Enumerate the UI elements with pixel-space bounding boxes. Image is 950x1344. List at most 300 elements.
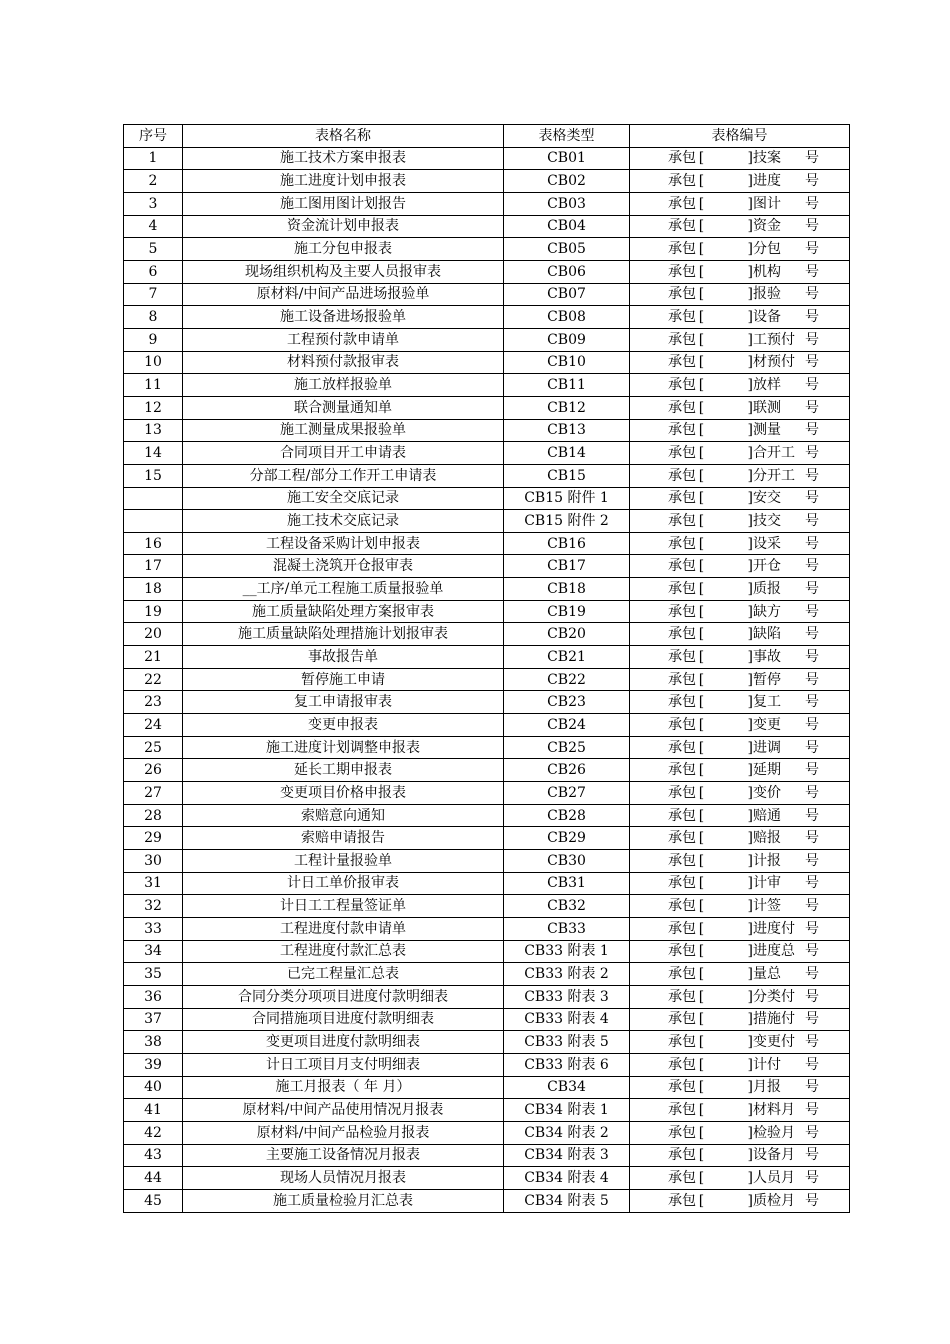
row-type: CB33 附表 1: [504, 940, 630, 963]
row-name: 材料预付款报审表: [183, 351, 504, 374]
form-code: [630, 692, 849, 712]
form-code-abbr: 检验月: [753, 1124, 795, 1141]
row-code: [630, 1099, 850, 1122]
table-row: [124, 396, 850, 419]
row-code: [630, 170, 850, 193]
form-code-abbr: 资金: [753, 218, 781, 235]
table-row: [124, 170, 850, 193]
form-code-bracket-open: [: [698, 241, 705, 258]
row-seq: 19: [124, 600, 183, 623]
row-code: [630, 215, 850, 238]
form-code: [630, 398, 849, 418]
form-code-abbr: 技交: [753, 512, 781, 529]
form-code-bracket-close: ]: [747, 1056, 753, 1073]
row-type: CB11: [504, 374, 630, 397]
form-code-suffix: 号: [805, 807, 819, 824]
table-row: [124, 668, 850, 691]
form-code-suffix: 号: [805, 898, 819, 915]
form-code: [630, 1100, 849, 1120]
form-code-prefix: 承包: [668, 920, 696, 937]
form-code-bracket-close: ]: [747, 580, 753, 597]
form-code-body: [668, 1055, 805, 1075]
form-code-prefix: 承包: [668, 943, 696, 960]
row-name: 合同项目开工申请表: [183, 442, 504, 465]
form-code-bracket-close: ]: [747, 603, 753, 620]
row-code: [630, 714, 850, 737]
form-code: [630, 760, 849, 780]
form-code-suffix: 号: [805, 694, 819, 711]
row-type: CB15 附件 2: [504, 510, 630, 533]
row-type: CB18: [504, 578, 630, 601]
form-code-prefix: 承包: [668, 331, 696, 348]
row-code: [630, 646, 850, 669]
form-code-bracket-open: [: [698, 263, 705, 280]
form-code-suffix: 号: [805, 173, 819, 190]
form-code-bracket-open: [: [698, 309, 705, 326]
row-type: CB09: [504, 328, 630, 351]
form-code: [630, 987, 849, 1007]
form-code: [630, 873, 849, 893]
row-seq: 15: [124, 464, 183, 487]
form-code-abbr: 暂停: [753, 671, 781, 688]
form-code-bracket-close: ]: [747, 218, 753, 235]
row-seq: 41: [124, 1099, 183, 1122]
table-row: [124, 736, 850, 759]
row-seq: 16: [124, 532, 183, 555]
form-code-abbr: 月报: [753, 1079, 781, 1096]
form-code-body: [668, 1077, 805, 1097]
form-code: [630, 1123, 849, 1143]
form-code-suffix: 号: [805, 1147, 819, 1164]
form-code-prefix: 承包: [668, 399, 696, 416]
form-code: [630, 1077, 849, 1097]
form-code-suffix: 号: [805, 603, 819, 620]
row-name: 原材料/中间产品检验月报表: [183, 1121, 504, 1144]
form-code-bracket-open: [: [698, 762, 705, 779]
row-seq: 42: [124, 1121, 183, 1144]
form-code-prefix: 承包: [668, 1124, 696, 1141]
row-type: CB01: [504, 147, 630, 170]
forms-table: [123, 124, 850, 1213]
table-row: [124, 328, 850, 351]
form-code: [630, 964, 849, 984]
form-code-bracket-open: [: [698, 354, 705, 371]
form-code-suffix: 号: [805, 263, 819, 280]
table-row: [124, 804, 850, 827]
form-code-bracket-close: ]: [747, 173, 753, 190]
table-row: [124, 306, 850, 329]
row-type: CB08: [504, 306, 630, 329]
table-row: [124, 283, 850, 306]
table-row: [124, 260, 850, 283]
form-code-suffix: 号: [805, 377, 819, 394]
row-type: CB07: [504, 283, 630, 306]
table-row: [124, 1053, 850, 1076]
form-code-bracket-open: [: [698, 966, 705, 983]
form-code-bracket-open: [: [698, 1011, 705, 1028]
table-row: [124, 623, 850, 646]
row-type: CB34 附表 4: [504, 1167, 630, 1190]
row-name: 索赔申请报告: [183, 827, 504, 850]
table-row: [124, 782, 850, 805]
form-code-bracket-close: ]: [747, 263, 753, 280]
form-code-body: [668, 511, 805, 531]
form-code-abbr: 材预付: [753, 354, 795, 371]
form-code-prefix: 承包: [668, 1102, 696, 1119]
form-code-prefix: 承包: [668, 445, 696, 462]
form-code-suffix: 号: [805, 535, 819, 552]
form-code-abbr: 进度付: [753, 920, 795, 937]
form-code-body: [668, 216, 805, 236]
form-code-suffix: 号: [805, 1102, 819, 1119]
form-code-prefix: 承包: [668, 830, 696, 847]
row-seq: 34: [124, 940, 183, 963]
row-type: CB10: [504, 351, 630, 374]
table-row: [124, 827, 850, 850]
form-code-bracket-close: ]: [747, 1034, 753, 1051]
form-code-abbr: 措施付: [753, 1011, 795, 1028]
row-code: [630, 985, 850, 1008]
form-code-bracket-close: ]: [747, 331, 753, 348]
form-code: [630, 466, 849, 486]
form-code-body: [668, 239, 805, 259]
row-seq: 36: [124, 985, 183, 1008]
form-code: [630, 828, 849, 848]
form-code-abbr: 设采: [753, 535, 781, 552]
form-code-prefix: 承包: [668, 739, 696, 756]
row-type: CB29: [504, 827, 630, 850]
table-row: [124, 1189, 850, 1212]
form-code-bracket-open: [: [698, 626, 705, 643]
form-code-abbr: 分类付: [753, 988, 795, 1005]
form-code-body: [668, 443, 805, 463]
row-code: [630, 464, 850, 487]
row-seq: 24: [124, 714, 183, 737]
row-code: [630, 600, 850, 623]
row-type: CB30: [504, 850, 630, 873]
row-code: [630, 759, 850, 782]
form-code-bracket-close: ]: [747, 898, 753, 915]
row-code: [630, 147, 850, 170]
form-code: [630, 420, 849, 440]
table-row: [124, 1121, 850, 1144]
table-row: [124, 1144, 850, 1167]
row-code: [630, 419, 850, 442]
form-code-bracket-close: ]: [747, 762, 753, 779]
row-name: 工程进度付款申请单: [183, 917, 504, 940]
form-code-prefix: 承包: [668, 490, 696, 507]
row-code: [630, 1121, 850, 1144]
row-type: CB13: [504, 419, 630, 442]
form-code-bracket-close: ]: [747, 309, 753, 326]
form-code-bracket-open: [: [698, 173, 705, 190]
form-code: [630, 1055, 849, 1075]
form-code-body: [668, 964, 805, 984]
row-type: CB27: [504, 782, 630, 805]
row-seq: 2: [124, 170, 183, 193]
row-code: [630, 555, 850, 578]
row-type: CB34 附表 1: [504, 1099, 630, 1122]
form-code-suffix: 号: [805, 512, 819, 529]
row-name: 延长工期申报表: [183, 759, 504, 782]
row-type: CB03: [504, 192, 630, 215]
table-row: [124, 985, 850, 1008]
form-code-prefix: 承包: [668, 762, 696, 779]
row-type: CB33 附表 6: [504, 1053, 630, 1076]
row-type: CB33 附表 2: [504, 963, 630, 986]
form-code-suffix: 号: [805, 445, 819, 462]
table-row: [124, 442, 850, 465]
form-code-abbr: 变更: [753, 716, 781, 733]
table-row: [124, 895, 850, 918]
form-code-suffix: 号: [805, 558, 819, 575]
form-code: [630, 647, 849, 667]
row-code: [630, 872, 850, 895]
form-code-body: [668, 1032, 805, 1052]
row-seq: 40: [124, 1076, 183, 1099]
form-code-abbr: 机构: [753, 263, 781, 280]
row-seq: 1: [124, 147, 183, 170]
form-code-suffix: 号: [805, 784, 819, 801]
table-row: [124, 759, 850, 782]
form-code-body: [668, 896, 805, 916]
form-code-bracket-close: ]: [747, 512, 753, 529]
form-code-bracket-open: [: [698, 830, 705, 847]
row-seq: 8: [124, 306, 183, 329]
form-code-prefix: 承包: [668, 1034, 696, 1051]
row-code: [630, 917, 850, 940]
form-code-suffix: 号: [805, 150, 819, 167]
form-code-body: [668, 1123, 805, 1143]
row-code: [630, 1031, 850, 1054]
table-row: [124, 351, 850, 374]
form-code-abbr: 计审: [753, 875, 781, 892]
form-code-suffix: 号: [805, 422, 819, 439]
row-type: CB34 附表 5: [504, 1189, 630, 1212]
form-code-body: [668, 375, 805, 395]
table-row: [124, 419, 850, 442]
form-code-bracket-open: [: [698, 218, 705, 235]
form-code-bracket-close: ]: [747, 399, 753, 416]
form-code-bracket-open: [: [698, 1124, 705, 1141]
row-seq: 27: [124, 782, 183, 805]
table-row: [124, 238, 850, 261]
row-seq: 31: [124, 872, 183, 895]
form-code-bracket-open: [: [698, 943, 705, 960]
row-seq: 21: [124, 646, 183, 669]
table-row: [124, 578, 850, 601]
form-code-bracket-open: [: [698, 694, 705, 711]
form-code-prefix: 承包: [668, 807, 696, 824]
form-code: [630, 171, 849, 191]
form-code-bracket-open: [: [698, 784, 705, 801]
form-code-abbr: 设备: [753, 309, 781, 326]
row-type: CB05: [504, 238, 630, 261]
row-seq: 18: [124, 578, 183, 601]
row-type: CB23: [504, 691, 630, 714]
form-code-prefix: 承包: [668, 580, 696, 597]
row-code: [630, 963, 850, 986]
row-code: [630, 578, 850, 601]
form-code-bracket-close: ]: [747, 535, 753, 552]
form-code-prefix: 承包: [668, 694, 696, 711]
row-name: 混凝土浇筑开仓报审表: [183, 555, 504, 578]
row-type: CB15 附件 1: [504, 487, 630, 510]
row-type: CB22: [504, 668, 630, 691]
form-code-bracket-close: ]: [747, 739, 753, 756]
form-code-body: [668, 624, 805, 644]
row-name: 现场组织机构及主要人员报审表: [183, 260, 504, 283]
row-seq: 29: [124, 827, 183, 850]
form-code-bracket-close: ]: [747, 875, 753, 892]
row-name: 工程设备采购计划申报表: [183, 532, 504, 555]
form-code-prefix: 承包: [668, 1147, 696, 1164]
form-code-body: [668, 466, 805, 486]
form-code: [630, 239, 849, 259]
row-type: CB06: [504, 260, 630, 283]
row-name: 施工技术交底记录: [183, 510, 504, 533]
form-code-bracket-open: [: [698, 580, 705, 597]
row-code: [630, 238, 850, 261]
form-code-bracket-close: ]: [747, 241, 753, 258]
row-seq: 44: [124, 1167, 183, 1190]
form-code-abbr: 变价: [753, 784, 781, 801]
form-code-prefix: 承包: [668, 898, 696, 915]
form-code: [630, 330, 849, 350]
forms-sheet: [123, 124, 849, 1213]
form-code-bracket-open: [: [698, 1102, 705, 1119]
row-seq: 7: [124, 283, 183, 306]
row-code: [630, 940, 850, 963]
row-seq: 23: [124, 691, 183, 714]
form-code-body: [668, 352, 805, 372]
row-type: CB33 附表 5: [504, 1031, 630, 1054]
row-seq: 25: [124, 736, 183, 759]
form-code-prefix: 承包: [668, 1056, 696, 1073]
row-type: CB02: [504, 170, 630, 193]
form-code-prefix: 承包: [668, 218, 696, 235]
row-name: 变更项目进度付款明细表: [183, 1031, 504, 1054]
form-code: [630, 896, 849, 916]
row-name: 工程进度付款汇总表: [183, 940, 504, 963]
row-name: 施工进度计划申报表: [183, 170, 504, 193]
row-code: [630, 306, 850, 329]
row-type: CB04: [504, 215, 630, 238]
row-type: CB34 附表 2: [504, 1121, 630, 1144]
form-code-bracket-open: [: [698, 920, 705, 937]
form-code-prefix: 承包: [668, 377, 696, 394]
row-seq: 20: [124, 623, 183, 646]
form-code-body: [668, 602, 805, 622]
row-code: [630, 691, 850, 714]
form-code-abbr: 联测: [753, 399, 781, 416]
form-code-abbr: 延期: [753, 762, 781, 779]
form-code-body: [668, 715, 805, 735]
form-code-bracket-close: ]: [747, 830, 753, 847]
row-name: 暂停施工申请: [183, 668, 504, 691]
row-seq: 37: [124, 1008, 183, 1031]
form-code-bracket-open: [: [698, 467, 705, 484]
form-code-abbr: 放样: [753, 377, 781, 394]
form-code-body: [668, 148, 805, 168]
form-code-body: [668, 1100, 805, 1120]
form-code-suffix: 号: [805, 1011, 819, 1028]
table-row: [124, 1008, 850, 1031]
table-row: [124, 1031, 850, 1054]
form-code: [630, 443, 849, 463]
form-code-body: [668, 534, 805, 554]
row-name: 施工放样报验单: [183, 374, 504, 397]
form-code-prefix: 承包: [668, 1079, 696, 1096]
row-code: [630, 782, 850, 805]
form-code-suffix: 号: [805, 875, 819, 892]
table-row: [124, 940, 850, 963]
form-code-body: [668, 398, 805, 418]
form-code-suffix: 号: [805, 920, 819, 937]
row-name: 施工质量缺陷处理方案报审表: [183, 600, 504, 623]
table-row: [124, 555, 850, 578]
form-code-body: [668, 307, 805, 327]
form-code-prefix: 承包: [668, 354, 696, 371]
row-code: [630, 827, 850, 850]
form-code-prefix: 承包: [668, 648, 696, 665]
row-seq: 30: [124, 850, 183, 873]
form-code-prefix: 承包: [668, 150, 696, 167]
row-code: [630, 283, 850, 306]
form-code-abbr: 质报: [753, 580, 781, 597]
row-type: CB26: [504, 759, 630, 782]
row-type: CB21: [504, 646, 630, 669]
form-code-bracket-open: [: [698, 1034, 705, 1051]
form-code-prefix: 承包: [668, 286, 696, 303]
row-name: 合同分类分项项目进度付款明细表: [183, 985, 504, 1008]
row-seq: 10: [124, 351, 183, 374]
form-code-suffix: 号: [805, 671, 819, 688]
form-code-bracket-close: ]: [747, 988, 753, 1005]
form-code-suffix: 号: [805, 648, 819, 665]
row-seq: 35: [124, 963, 183, 986]
row-code: [630, 1189, 850, 1212]
table-row: [124, 532, 850, 555]
form-code-suffix: 号: [805, 1192, 819, 1209]
table-row: [124, 691, 850, 714]
form-code-prefix: 承包: [668, 1192, 696, 1209]
form-code-suffix: 号: [805, 490, 819, 507]
row-code: [630, 623, 850, 646]
row-code: [630, 374, 850, 397]
form-code-body: [668, 806, 805, 826]
form-code: [630, 556, 849, 576]
form-code-bracket-close: ]: [747, 467, 753, 484]
row-seq: 14: [124, 442, 183, 465]
form-code-prefix: 承包: [668, 671, 696, 688]
form-code: [630, 738, 849, 758]
form-code-bracket-open: [: [698, 150, 705, 167]
form-code-bracket-open: [: [698, 807, 705, 824]
table-body: [124, 147, 850, 1212]
form-code-bracket-open: [: [698, 535, 705, 552]
form-code-prefix: 承包: [668, 603, 696, 620]
form-code-body: [668, 647, 805, 667]
form-code-body: [668, 262, 805, 282]
form-code-bracket-close: ]: [747, 966, 753, 983]
row-name: 变更项目价格申报表: [183, 782, 504, 805]
row-seq: [124, 487, 183, 510]
form-code-bracket-close: ]: [747, 648, 753, 665]
form-code-bracket-close: ]: [747, 807, 753, 824]
form-code-suffix: 号: [805, 286, 819, 303]
row-type: CB34: [504, 1076, 630, 1099]
